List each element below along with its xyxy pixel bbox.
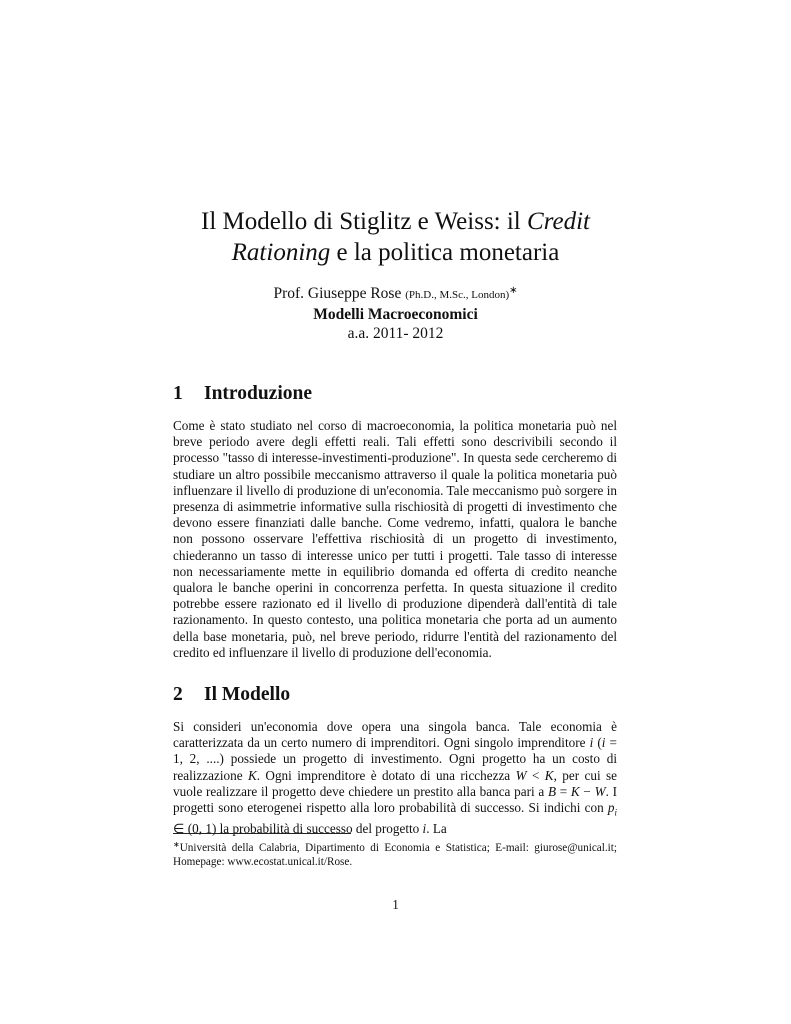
text-run: − <box>579 783 595 799</box>
title-part-3: e la politica monetaria <box>330 239 560 266</box>
math-subscript: i <box>614 807 617 818</box>
page-number: 1 <box>392 897 399 912</box>
section-heading-modello <box>173 684 290 706</box>
math-var: K <box>544 767 554 783</box>
text-run: ( <box>593 735 602 751</box>
section-heading-introduzione <box>173 383 312 405</box>
footnote-mark: ∗ <box>173 840 180 849</box>
title-italic: Credit Rationing <box>231 208 590 266</box>
section-number: 2 <box>173 684 183 705</box>
text-run: = 1, 2, ....) possiede un progetto di investimento. Ogni progetto ha un costo di realizzazione <box>173 735 617 783</box>
math-var: K <box>570 783 580 799</box>
math-var: i <box>601 735 606 751</box>
section-title: Introduzione <box>204 383 312 404</box>
text-run: , per cui se vuole realizzare il progetto deve chiedere un prestito alla banca pari a <box>173 767 618 799</box>
author-block <box>150 281 641 343</box>
text-run: = <box>556 783 571 799</box>
author-line <box>150 281 641 305</box>
text-run: ∈ (0, 1) la probabilità di successo del progetto <box>173 820 423 836</box>
section-number: 1 <box>173 383 183 404</box>
section-title: Il Modello <box>204 684 291 705</box>
text-run: < <box>526 767 545 783</box>
math-var: W <box>594 783 606 799</box>
math-var: W <box>515 767 527 783</box>
author-name: Prof. Giuseppe Rose <box>273 285 402 302</box>
title-part-1: Il Modello di Stiglitz e Weiss: il <box>201 208 528 235</box>
model-paragraph <box>173 719 617 837</box>
math-var: K <box>247 767 257 783</box>
math-var: i <box>422 820 427 836</box>
text-run: . La <box>426 820 447 836</box>
course-name: Modelli Macroeconomici <box>313 306 478 323</box>
author-footnote-mark: ∗ <box>509 285 518 296</box>
academic-year: a.a. 2011- 2012 <box>347 325 444 342</box>
text-run: . I progetti sono eterogenei rispetto alla loro probabilità di successo. Si indichi con <box>173 783 617 816</box>
text-run: Si consideri un'economia dove opera una singola banca. Tale economia è caratterizzata da un certo numero di imprenditori. Ogni singolo imprenditore <box>173 719 617 751</box>
math-var: B <box>547 783 556 799</box>
footnote-rule <box>173 833 351 834</box>
footnote <box>173 838 617 869</box>
author-credentials: (Ph.D., M.Sc., London) <box>405 289 510 301</box>
intro-paragraph: Come è stato studiato nel corso di macroeconomia, la politica monetaria può nel breve periodo avere degli effetti reali. Tali effetti sono descrivibili secondo il processo "tasso di interesse-investimenti-produzione". In questa sede cercheremo di studiare un altro possibile meccanismo attraverso il quale la politica monetaria può influenzare il livello di produzione di un'economia. Tale meccanismo può sorgere in presenza di asimmetrie informative sulla rischiosità di progetti di investimento che devono essere finanziati dalle banche. Come vedremo, infatti, qualora le banche non possono osservare l'effettiva rischiosità di un progetto di investimento, chiederanno un tasso di interesse unico per tutti i progetti. Tale tasso di interesse non necessariamente mette in equilibrio domanda ed offerta di credito neanche qualora le banche operini in concorrenza perfetta. In questa situazione il credito potrebbe essere razionato ed il livello di produzione dipenderà dall'entità di tale razionamento. In questo contesto, una politica monetaria che porta ad un aumento della base monetaria, può, nel breve periodo, ridurre l'entità del razionamento del credito ed influenzare il livello di produzione dell'economia. <box>173 418 617 660</box>
math-var: i <box>589 735 594 751</box>
text-run: . Ogni imprenditore è dotato di una ricchezza <box>256 767 516 783</box>
footnote-text: Università della Calabria, Dipartimento di Economia e Statistica; E-mail: giurose@unical.it; Homepage: www.ecostat.unical.it/Rose. <box>173 842 617 868</box>
paper-title <box>150 206 641 268</box>
math-var: p <box>607 800 615 816</box>
